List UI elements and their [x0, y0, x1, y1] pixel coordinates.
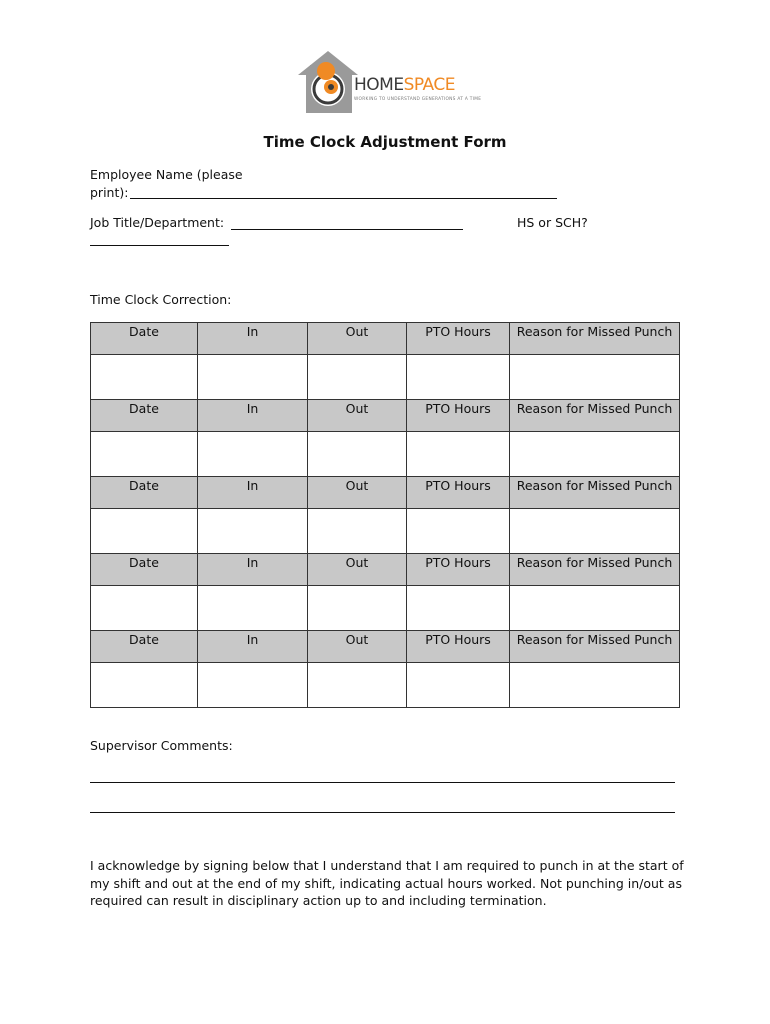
table-row	[91, 586, 680, 631]
header-date: Date	[91, 477, 198, 509]
supervisor-comments-line-1[interactable]	[90, 782, 675, 783]
table-row	[91, 355, 680, 400]
header-reason: Reason for Missed Punch	[510, 400, 680, 432]
date-cell[interactable]	[91, 586, 198, 631]
out-cell[interactable]	[308, 509, 407, 554]
table-row	[91, 432, 680, 477]
table-header-row	[91, 323, 680, 355]
acknowledgement-text: I acknowledge by signing below that I understand that I am required to punch in at the start of my shift and out at the end of my shift, indicating actual hours worked. Not punching in/out as required can result in disciplinary action up to and including termination.	[90, 858, 684, 908]
supervisor-comments-label: Supervisor Comments:	[90, 738, 233, 753]
header-in: In	[198, 477, 308, 509]
supervisor-comments-line-2[interactable]	[90, 812, 675, 813]
date-cell[interactable]	[91, 663, 198, 708]
job-title-field[interactable]	[231, 229, 463, 230]
homespace-logo	[296, 49, 482, 115]
job-title-label: Job Title/Department:	[90, 215, 225, 230]
time-clock-correction-table	[90, 322, 680, 708]
table-header-row	[91, 477, 680, 509]
header-date: Date	[91, 400, 198, 432]
in-cell[interactable]	[198, 432, 308, 477]
employee-name-field[interactable]	[130, 198, 557, 199]
reason-cell[interactable]	[510, 355, 680, 400]
pto-hours-cell[interactable]	[407, 586, 510, 631]
pto-hours-cell[interactable]	[407, 355, 510, 400]
out-cell[interactable]	[308, 355, 407, 400]
form-title: Time Clock Adjustment Form	[263, 133, 507, 151]
reason-cell[interactable]	[510, 509, 680, 554]
pto-hours-cell[interactable]	[407, 432, 510, 477]
table-row	[91, 509, 680, 554]
employee-name-label-line2: print):	[90, 185, 129, 200]
reason-cell[interactable]	[510, 586, 680, 631]
header-pto-hours: PTO Hours	[407, 631, 510, 663]
hs-or-sch-field[interactable]	[90, 245, 229, 246]
header-out: Out	[308, 477, 407, 509]
out-cell[interactable]	[308, 663, 407, 708]
header-reason: Reason for Missed Punch	[510, 631, 680, 663]
header-pto-hours: PTO Hours	[407, 400, 510, 432]
logo-tagline: WORKING TO UNDERSTAND GENERATIONS AT A TIME	[354, 97, 482, 102]
pto-hours-cell[interactable]	[407, 663, 510, 708]
reason-cell[interactable]	[510, 663, 680, 708]
header-date: Date	[91, 554, 198, 586]
header-pto-hours: PTO Hours	[407, 554, 510, 586]
date-cell[interactable]	[91, 432, 198, 477]
logo-word-space: SPACE	[403, 75, 455, 95]
time-clock-correction-label: Time Clock Correction:	[90, 292, 232, 307]
header-pto-hours: PTO Hours	[407, 323, 510, 355]
logo-wordmark	[354, 77, 455, 94]
table-header-row	[91, 554, 680, 586]
pto-hours-cell[interactable]	[407, 509, 510, 554]
in-cell[interactable]	[198, 509, 308, 554]
date-cell[interactable]	[91, 509, 198, 554]
header-reason: Reason for Missed Punch	[510, 477, 680, 509]
header-in: In	[198, 631, 308, 663]
header-out: Out	[308, 400, 407, 432]
hs-or-sch-label: HS or SCH?	[517, 215, 588, 230]
in-cell[interactable]	[198, 663, 308, 708]
logo-word-home: HOME	[354, 75, 404, 95]
header-out: Out	[308, 631, 407, 663]
table-row	[91, 663, 680, 708]
header-date: Date	[91, 631, 198, 663]
header-date: Date	[91, 323, 198, 355]
header-in: In	[198, 323, 308, 355]
table-header-row	[91, 400, 680, 432]
header-pto-hours: PTO Hours	[407, 477, 510, 509]
date-cell[interactable]	[91, 355, 198, 400]
header-out: Out	[308, 554, 407, 586]
header-in: In	[198, 400, 308, 432]
out-cell[interactable]	[308, 586, 407, 631]
header-out: Out	[308, 323, 407, 355]
in-cell[interactable]	[198, 586, 308, 631]
out-cell[interactable]	[308, 432, 407, 477]
employee-name-label-line1: Employee Name (please	[90, 167, 243, 182]
header-reason: Reason for Missed Punch	[510, 554, 680, 586]
reason-cell[interactable]	[510, 432, 680, 477]
table-header-row	[91, 631, 680, 663]
header-reason: Reason for Missed Punch	[510, 323, 680, 355]
header-in: In	[198, 554, 308, 586]
in-cell[interactable]	[198, 355, 308, 400]
